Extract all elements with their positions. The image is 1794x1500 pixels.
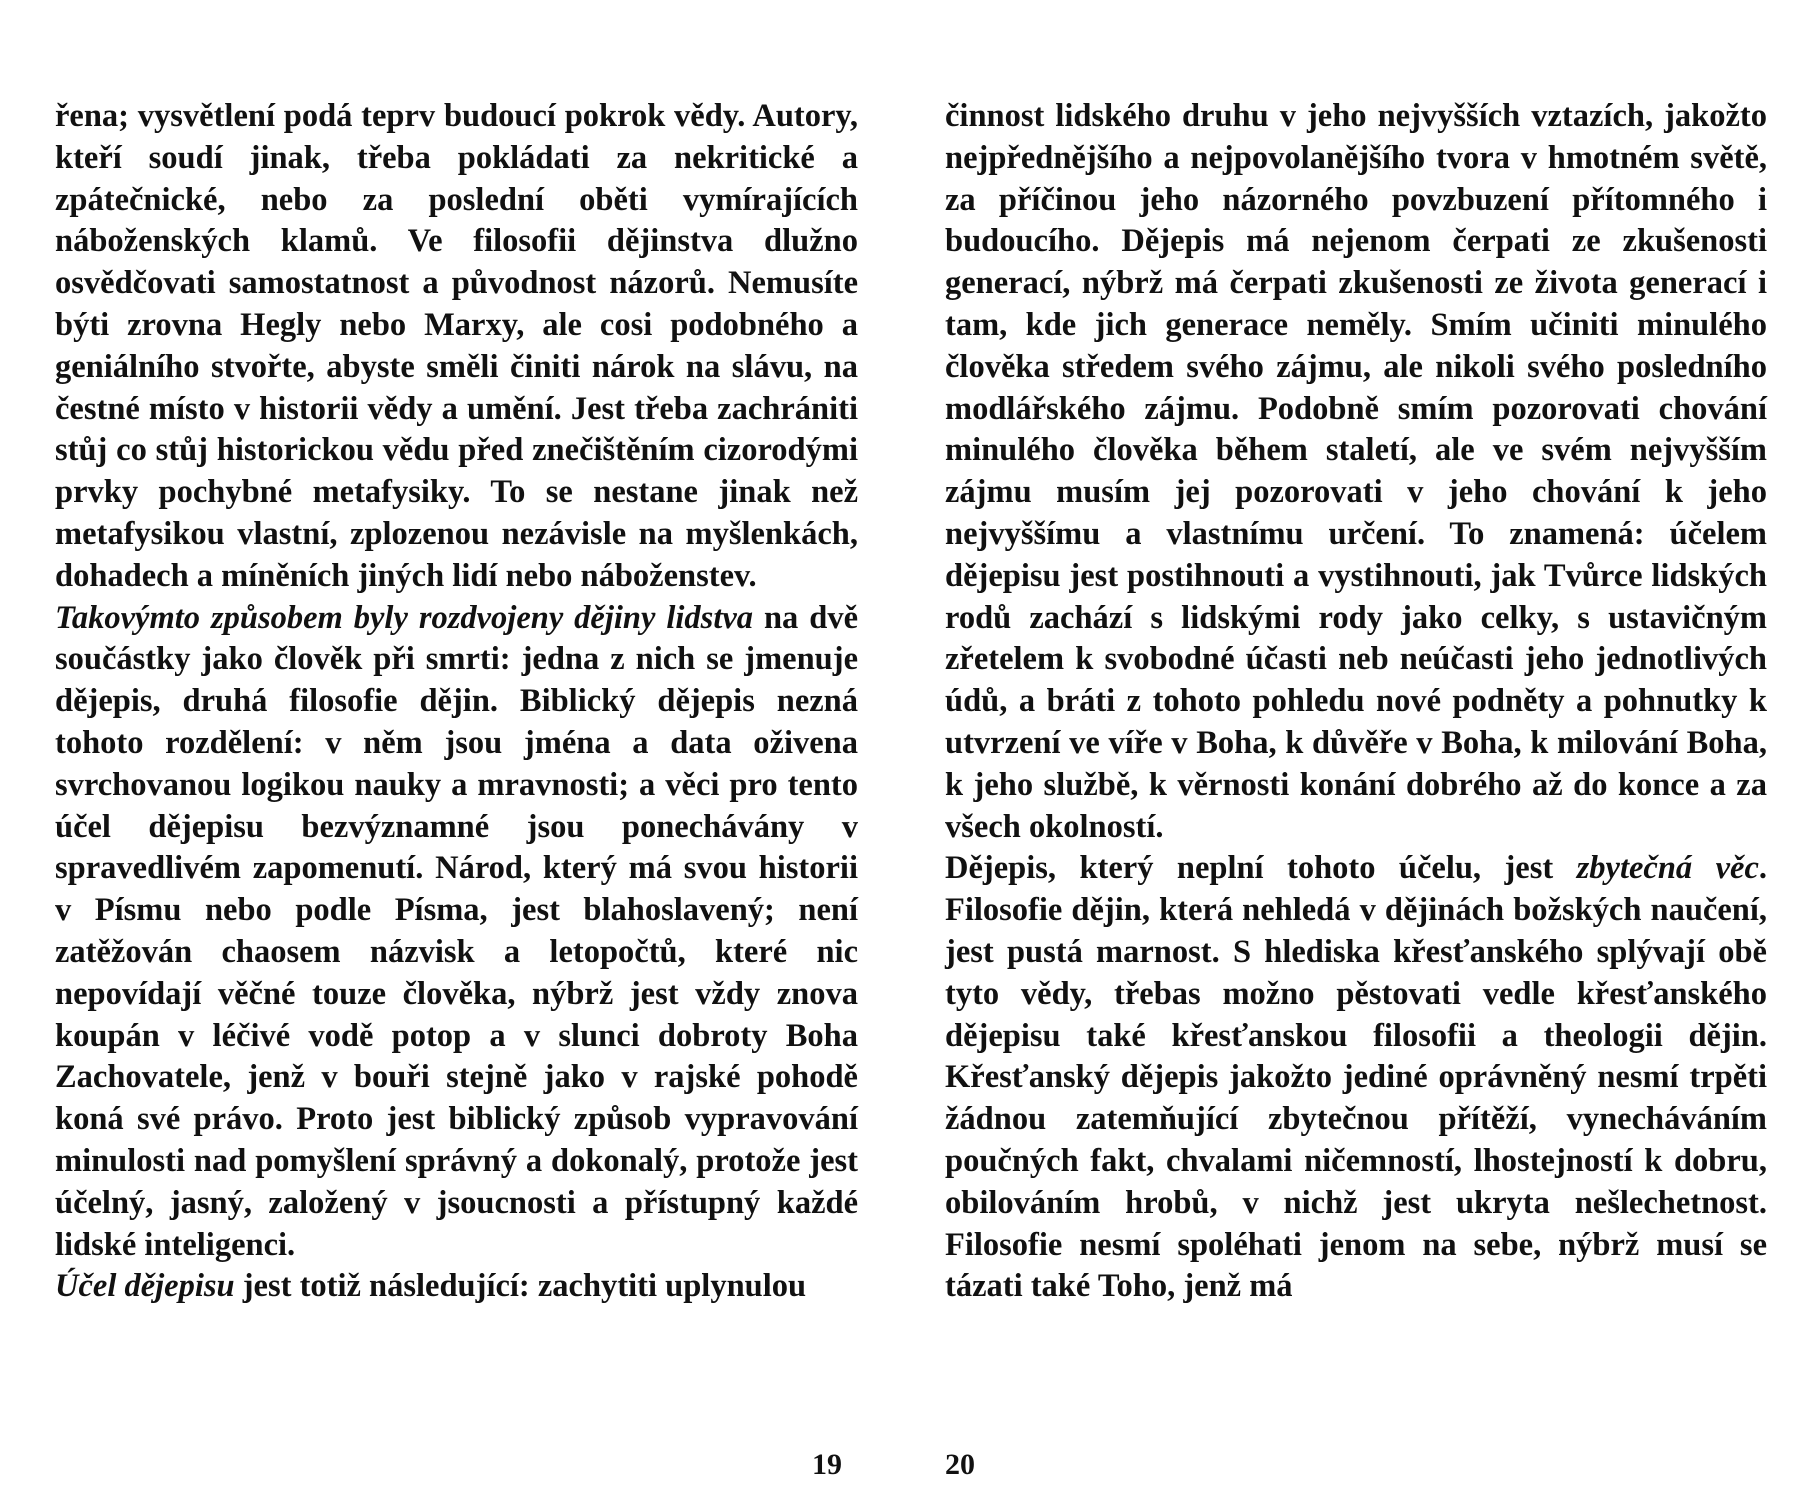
text-run: na dvě součástky jako člověk při smrti: jedna z nich se jmenuje dějepis, druhá filosofie dějin. Biblický dějepis nezná tohoto rozdělení: v něm jsou jména a data oživena svrchovanou logikou nauky a mravnosti; a věci pro tento účel dějepisu bezvýznamné jsou ponechávány v spravedlivém zapomenutí. Národ, který má svou historii v Písmu nebo podle Písma, jest blahoslavený; není zatěžován chaosem názvisk a letopočtů, které nic nepovídají věčné touze člověka, nýbrž jest vždy znova koupán v léčivé vodě potop a v slunci dobroty Boha Zachovatele, jenž v bouři stejně jako v rajské pohodě koná své právo. Proto jest biblický způsob vypravování minulosti nad pomyšlení správný a dokonalý, protože jest účelný, jasný, založený v jsoucnosti a přístupný každé lidské inteligenci.: [55, 599, 858, 1263]
text-run: činnost lidského druhu v jeho nejvyšších vztazích, jakožto nejpřednějšího a nejpovolanějšího tvora v hmotném světě, za příčinou jeho názorného povzbuzení přítomného i budoucího. Dějepis má nejenom čerpati ze zkušenosti generací, nýbrž má čerpati zkušenosti ze života generací i tam, kde jich generace neměly. Smím učiniti minulého člověka středem svého zájmu, ale nikoli svého posledního modlářského zájmu. Podobně smím pozorovati chování minulého člověka během staletí, ale ve svém nejvyšším zájmu musím jej pozorovati v jeho chování k jeho nejvyššímu a vlastnímu určení. To znamená: účelem dějepisu jest postihnouti a vystihnouti, jak Tvůrce lidských rodů zachází s lidskými rody jako celky, s ustavičným zřetelem k svobodné účasti neb neúčasti jeho jednotlivých údů, a bráti z tohoto pohledu nové podněty a pohnutky k utvrzení ve víře v Boha, k důvěře v Boha, k milování Boha, k jeho službě, k věrnosti konání dobrého až do konce a za všech okolností.: [945, 98, 1767, 845]
text-run: jest totiž následující: zachytiti uplynulou: [234, 1268, 807, 1305]
paragraph: [945, 96, 1767, 848]
paragraph: [55, 598, 858, 1267]
page-number-right: 20: [945, 1448, 975, 1481]
right-page: [945, 96, 1767, 1308]
text-run: . Filosofie dějin, která nehledá v dějinách božských naučení, jest pustá marnost. S hlediska křesťanského splývají obě tyto vědy, třebas možno pěstovati vedle křesťanského dějepisu také křesťanskou filosofii a theologii dějin. Křesťanský dějepis jakožto jediné oprávněný nesmí trpěti žádnou zatemňující zbytečnou přítěží, vynecháváním poučných fakt, chvalami ničemností, lhostejností k dobru, obilováním hrobů, v nichž jest ukryta nešlechetnost. Filosofie nesmí spoléhati jenom na sebe, nýbrž musí se tázati také Toho, jenž má: [945, 850, 1767, 1305]
page-number-left: 19: [812, 1448, 842, 1481]
paragraph: [945, 848, 1767, 1308]
paragraph: [55, 1266, 858, 1308]
italic-text-run: zbytečná věc: [1576, 850, 1759, 887]
text-run: řena; vysvětlení podá teprv budoucí pokrok vědy. Autory, kteří soudí jinak, třeba pokládati za nekritické a zpátečnické, nebo za poslední oběti vymírajících náboženských klamů. Ve filosofii dějinstva dlužno osvědčovati samostatnost a původnost názorů. Nemusíte býti zrovna Hegly nebo Marxy, ale cosi podobného a geniálního stvořte, abyste směli činiti nárok na slávu, na čestné místo v historii vědy a umění. Jest třeba zachrániti stůj co stůj historickou vědu před znečištěním cizorodými prvky pochybné metafysiky. To se nestane jinak než metafysikou vlastní, zplozenou nezávisle na myšlenkách, dohadech a míněních jiných lidí nebo náboženstev.: [55, 98, 858, 594]
italic-text-run: Účel dějepisu: [55, 1268, 235, 1305]
left-page: [55, 96, 858, 1308]
paragraph: [55, 96, 858, 598]
italic-text-run: Takovýmto způsobem byly rozdvojeny dějiny lidstva: [55, 599, 754, 636]
text-run: Dějepis, který neplní tohoto účelu, jest: [945, 850, 1577, 887]
